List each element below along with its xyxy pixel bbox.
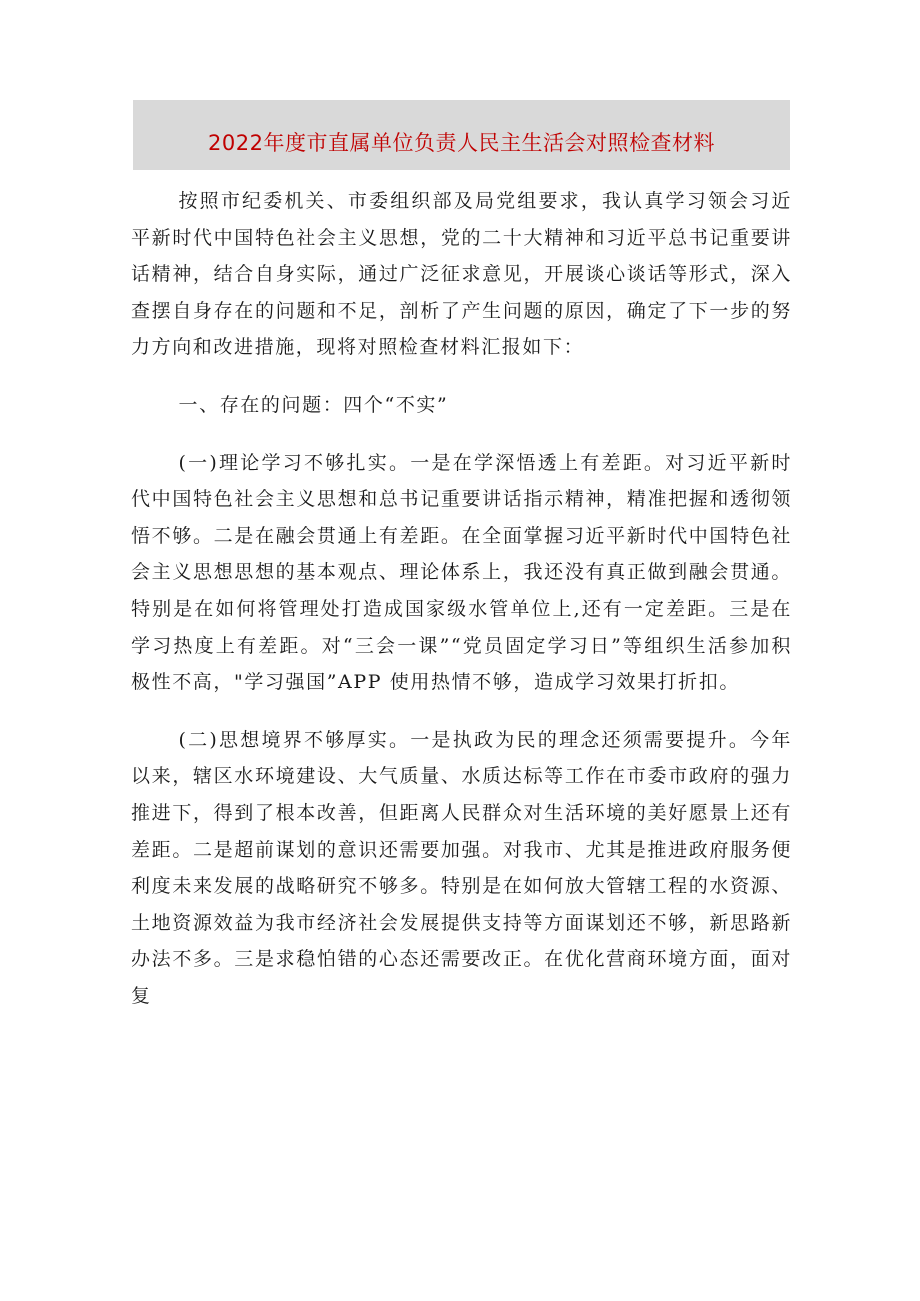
subsection-1-paragraph: (一)理论学习不够扎实。一是在学深悟透上有差距。对习近平新时代中国特色社会主义思想和总书记重要讲话指示精神，精准把握和透彻领悟不够。二是在融会贯通上有差距。在全面掌握习近平新时代中国特色社会主义思想思想的基本观点、理论体系上，我还没有真正做到融会贯通。特别是在如何将管理处打造成国家级水管单位上,还有一定差距。三是在学习热度上有差距。对“三会一课”“党员固定学习日”等组织生活参加积极性不高，"学习强国”APP 使用热情不够，造成学习效果打折扣。 (131, 451, 792, 694)
subsection-2-paragraph: (二)思想境界不够厚实。一是执政为民的理念还须需要提升。今年以来，辖区水环境建设、大气质量、水质达标等工作在市委市政府的强力推进下，得到了根本改善，但距离人民群众对生活环境的美好愿景上还有差距。二是超前谋划的意识还需要加强。对我市、尤其是推进政府服务便利度未来发展的战略研究不够多。特别是在如何放大管辖工程的水资源、土地资源效益为我市经济社会发展提供支持等方面谋划还不够，新思路新办法不多。三是求稳怕错的心态还需要改正。在优化营商环境方面，面对复 (131, 728, 792, 1007)
document-body (131, 183, 792, 1035)
title-banner (133, 100, 790, 170)
section-heading: 一、存在的问题：四个“不实” (178, 393, 449, 416)
document-title: 2022年度市直属单位负责人民主生活会对照检查材料 (208, 131, 715, 155)
intro-paragraph: 按照市纪委机关、市委组织部及局党组要求，我认真学习领会习近平新时代中国特色社会主义思想，党的二十大精神和习近平总书记重要讲话精神，结合自身实际，通过广泛征求意见，开展谈心谈话等形式，深入查摆自身存在的问题和不足，剖析了产生问题的原因，确定了下一步的努力方向和改进措施，现将对照检查材料汇报如下： (131, 190, 792, 359)
